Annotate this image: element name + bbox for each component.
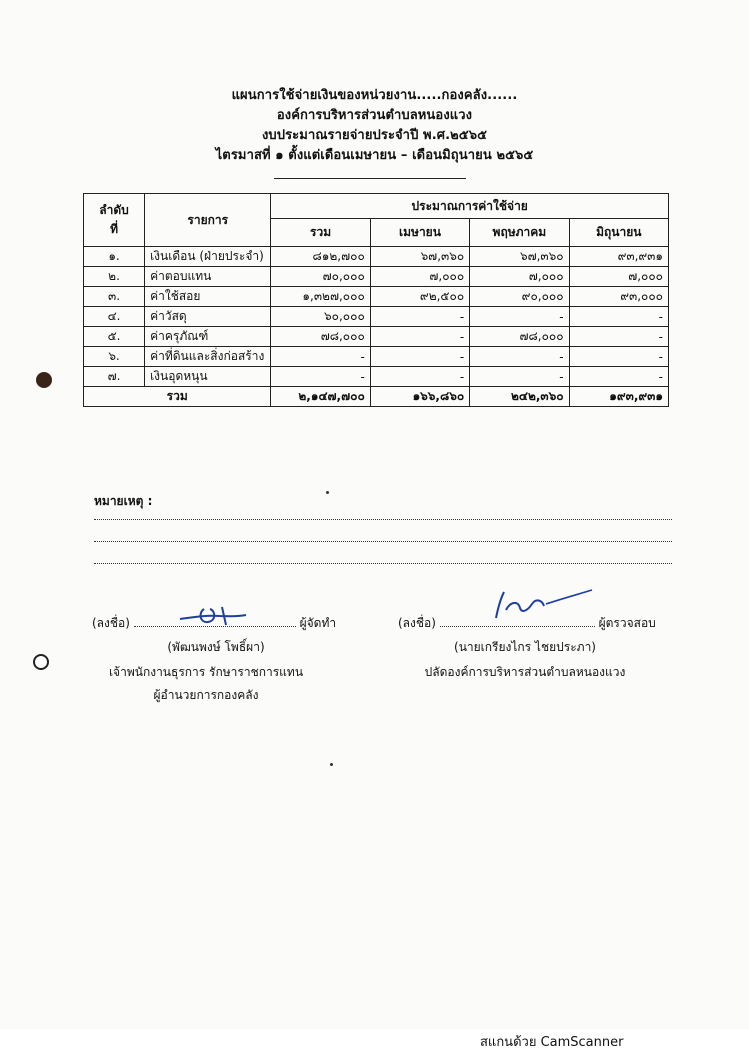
row-total: ๑,๓๒๗,๐๐๐ (271, 287, 370, 307)
row-total: ๖๐,๐๐๐ (271, 307, 370, 327)
row-april: ๗,๐๐๐ (370, 267, 469, 287)
row-may: ๗,๐๐๐ (470, 267, 569, 287)
row-june: - (569, 347, 668, 367)
table-row (84, 307, 669, 327)
row-no: ๔. (84, 307, 145, 327)
notes-line (94, 563, 672, 564)
header-line-4: ไตรมาสที่ ๑ ตั้งแต่เดือนเมษายน – เดือนมิถุนายน ๒๕๖๕ (215, 148, 534, 163)
row-item: ค่าวัสดุ (145, 307, 271, 327)
table-row (84, 367, 669, 387)
dust-speck (326, 491, 329, 494)
sum-label: รวม (84, 387, 271, 407)
row-april: - (370, 347, 469, 367)
col-header-group: ประมาณการค่าใช้จ่าย (271, 194, 669, 219)
row-june: ๗,๐๐๐ (569, 267, 668, 287)
sum-april: ๑๖๖,๘๖๐ (370, 387, 469, 407)
punch-hole-mark (33, 654, 49, 670)
row-item: ค่าที่ดินและสิ่งก่อสร้าง (145, 347, 271, 367)
table-row (84, 247, 669, 267)
preparer-details (92, 638, 320, 705)
row-no: ๖. (84, 347, 145, 367)
sign-prefix: (ลงชื่อ) (92, 616, 130, 630)
preparer-title-1: เจ้าพนักงานธุรการ รักษาราชการแทน (108, 665, 304, 679)
col-header-no: ลำดับ ที่ (84, 194, 145, 247)
document-header (0, 86, 749, 166)
row-june: - (569, 327, 668, 347)
table-row (84, 327, 669, 347)
row-no: ๒. (84, 267, 145, 287)
row-april: ๖๗,๓๖๐ (370, 247, 469, 267)
row-may: ๗๘,๐๐๐ (470, 327, 569, 347)
row-june: ๙๓,๐๐๐ (569, 287, 668, 307)
row-item: ค่าใช้สอย (145, 287, 271, 307)
handwritten-signature-left (176, 603, 250, 629)
row-april: - (370, 307, 469, 327)
row-total: ๘๑๒,๗๐๐ (271, 247, 370, 267)
sign-prefix: (ลงชื่อ) (398, 616, 436, 630)
row-april: ๙๒,๕๐๐ (370, 287, 469, 307)
table-row (84, 287, 669, 307)
reviewer-details (420, 638, 630, 682)
row-may: - (470, 347, 569, 367)
row-june: - (569, 307, 668, 327)
table-total-row (84, 387, 669, 407)
header-underline (274, 178, 466, 179)
row-no: ๗. (84, 367, 145, 387)
scanner-footer (0, 1029, 749, 1060)
dust-speck (330, 763, 333, 766)
scanner-watermark-text: สแกนด้วย CamScanner (480, 1035, 624, 1050)
sign-role: ผู้จัดทำ (299, 616, 337, 630)
row-june: ๙๓,๙๓๑ (569, 247, 668, 267)
row-item: ค่าตอบแทน (145, 267, 271, 287)
col-header-total: รวม (271, 219, 370, 247)
preparer-name: (พัฒนพงษ์ โพธิ์ผา) (167, 640, 265, 654)
header-line-3: งบประมาณรายจ่ายประจำปี พ.ศ.๒๕๖๕ (261, 128, 488, 143)
header-line-1: แผนการใช้จ่ายเงินของหน่วยงาน.....กองคลัง...... (231, 88, 518, 103)
row-total: - (271, 347, 370, 367)
row-june: - (569, 367, 668, 387)
col-header-item: รายการ (145, 194, 271, 247)
row-no: ๑. (84, 247, 145, 267)
row-no: ๕. (84, 327, 145, 347)
row-item: ค่าครุภัณฑ์ (145, 327, 271, 347)
row-may: ๙๐,๐๐๐ (470, 287, 569, 307)
row-item: เงินอุดหนุน (145, 367, 271, 387)
table-row (84, 267, 669, 287)
table-row (84, 347, 669, 367)
row-total: - (271, 367, 370, 387)
row-item: เงินเดือน (ฝ่ายประจำ) (145, 247, 271, 267)
reviewer-name: (นายเกรียงไกร ไชยประภา) (454, 640, 596, 654)
col-header-june: มิถุนายน (569, 219, 668, 247)
col-header-april: เมษายน (370, 219, 469, 247)
row-may: ๖๗,๓๖๐ (470, 247, 569, 267)
row-may: - (470, 307, 569, 327)
budget-table (83, 193, 669, 407)
preparer-title-2: ผู้อำนวยการกองคลัง (153, 688, 259, 702)
notes-line (94, 519, 672, 520)
row-total: ๗๘,๐๐๐ (271, 327, 370, 347)
row-april: - (370, 327, 469, 347)
sign-role: ผู้ตรวจสอบ (598, 616, 656, 630)
punch-hole-mark (36, 372, 52, 388)
header-line-2: องค์การบริหารส่วนตำบลหนองแวง (276, 108, 473, 123)
col-header-may: พฤษภาคม (470, 219, 569, 247)
row-april: - (370, 367, 469, 387)
row-total: ๗๐,๐๐๐ (271, 267, 370, 287)
reviewer-title-1: ปลัดองค์การบริหารส่วนตำบลหนองแวง (424, 665, 626, 679)
sum-may: ๒๔๒,๓๖๐ (470, 387, 569, 407)
notes-line (94, 541, 672, 542)
sum-total: ๒,๑๔๗,๗๐๐ (271, 387, 370, 407)
sum-june: ๑๙๓,๙๓๑ (569, 387, 668, 407)
notes-label: หมายเหตุ : (94, 494, 153, 508)
row-no: ๓. (84, 287, 145, 307)
row-may: - (470, 367, 569, 387)
handwritten-signature-right (488, 586, 598, 624)
